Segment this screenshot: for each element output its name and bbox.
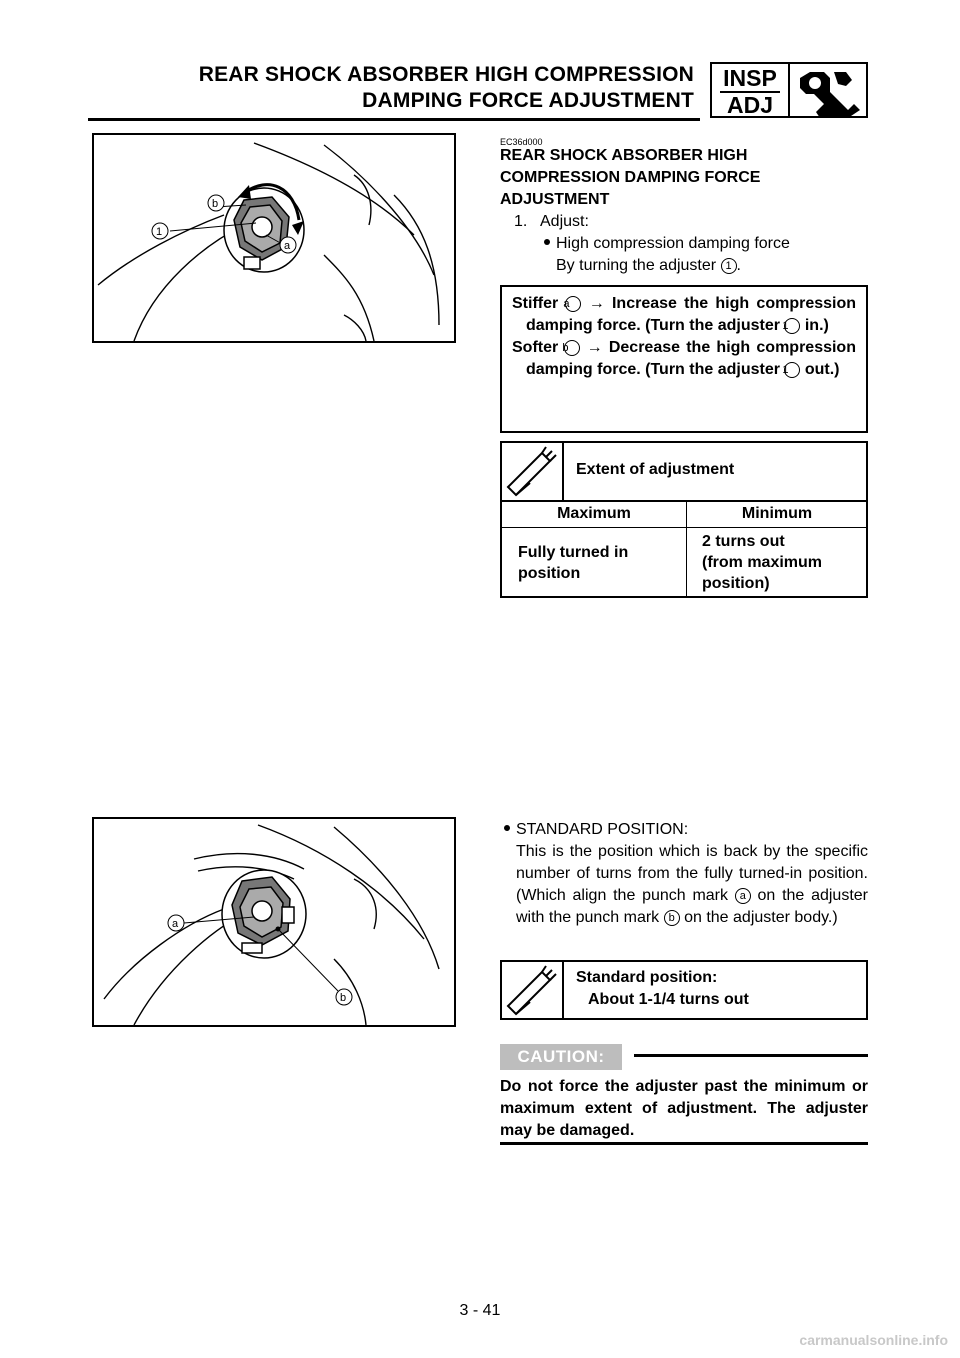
tool-badge [790, 62, 868, 118]
callout-1: 1 [156, 226, 163, 238]
arrow-icon: → [588, 295, 605, 312]
min-value-line3: position) [702, 575, 770, 592]
caution-label: CAUTION: [500, 1044, 622, 1070]
caution-text: Do not force the adjuster past the minimum or maximum extent of adjustment. The adjuster may be damaged. [500, 1078, 868, 1139]
figure-adjuster-top [92, 133, 456, 343]
caliper-icon [502, 962, 562, 1018]
page-title-line2: DAMPING FORCE ADJUSTMENT [362, 89, 694, 112]
callout-b: b [212, 198, 219, 210]
caliper-icon-cell [502, 443, 564, 501]
step-detail-text: By turning the adjuster [556, 257, 717, 274]
spec-heading: Extent of adjustment [576, 461, 735, 478]
standard-label-text: STANDARD POSITION: [516, 821, 689, 838]
insp-adj-badge [710, 62, 790, 118]
ref-a-icon: a [565, 296, 581, 312]
stiffer-paragraph [512, 293, 856, 337]
caliper-icon [502, 443, 562, 499]
figure-standard-position [92, 817, 456, 1027]
softer-text: Decrease the high compression damping force. (Turn the adjuster [526, 339, 856, 378]
stiffer-softer-box [500, 285, 868, 433]
table-rule-1 [502, 500, 866, 502]
callout-a: a [284, 240, 291, 252]
step-label: Adjust: [540, 213, 589, 230]
section-code: EC36d000 [500, 137, 543, 147]
standard-text-1: This is the position which is back by the specific number of turns from the fully turned-in position. (Which align the punch mark [516, 843, 868, 904]
stiffer-end: in.) [804, 317, 829, 334]
softer-word: Softer [512, 339, 559, 356]
step-detail-period: . [736, 257, 741, 274]
header-rule [88, 118, 700, 121]
max-value-line1: Fully turned in [518, 544, 629, 561]
stiffer-text: Increase the high compression damping force. (Turn the adjuster [526, 295, 856, 334]
page-number: 3 - 41 [459, 1302, 501, 1319]
callout-a: a [172, 918, 179, 930]
min-value-line1: 2 turns out [702, 533, 785, 550]
col-header-min: Minimum [741, 505, 813, 522]
standard-text-2: on the adjuster with the punch mark [516, 887, 868, 926]
min-value-line2: (from maximum [702, 554, 823, 571]
caution-rule [634, 1054, 868, 1057]
arrow-icon: → [586, 339, 603, 356]
ref-1-icon: 1 [784, 318, 800, 334]
table-col-divider [686, 502, 687, 596]
max-value-line2: position [518, 565, 581, 582]
bullet-icon [504, 825, 510, 831]
ref-b-icon: b [564, 340, 580, 356]
callout-b: b [340, 992, 347, 1004]
caution-bottom-rule [500, 1142, 868, 1145]
softer-paragraph [512, 337, 856, 381]
ref-1-icon: 1 [721, 258, 737, 274]
watermark: carmanualsonline.info [799, 1332, 948, 1348]
softer-end: out.) [804, 361, 840, 378]
standard-label [504, 819, 688, 841]
section-title: REAR SHOCK ABSORBER HIGH COMPRESSION DAMPING FORCE ADJUSTMENT [500, 147, 761, 208]
standard-position-box [500, 960, 868, 1020]
spec-table [500, 441, 868, 598]
badge-top-label: INSP [723, 65, 777, 91]
step-item-label: High compression damping force [556, 235, 790, 252]
step-item [544, 233, 790, 255]
standard-spec-line2: About 1-1/4 turns out [588, 991, 749, 1008]
min-value [702, 531, 822, 594]
step-item-detail [556, 255, 741, 277]
max-value [518, 542, 628, 584]
standard-text-3: on the adjuster body.) [684, 909, 838, 926]
bullet-icon [544, 239, 550, 245]
col-header-max: Maximum [557, 505, 631, 522]
standard-paragraph [516, 841, 868, 929]
stiffer-word: Stiffer [512, 295, 559, 312]
page-title-line1: REAR SHOCK ABSORBER HIGH COMPRESSION [198, 63, 694, 86]
ref-a-icon: a [735, 888, 751, 904]
table-rule-2 [502, 527, 866, 528]
ref-1-icon: 1 [784, 362, 800, 378]
step-number: 1. [514, 213, 528, 230]
caliper-icon-cell [502, 962, 564, 1018]
ref-b-icon: b [664, 910, 680, 926]
wrench-icon [790, 64, 866, 118]
standard-spec-line1: Standard position: [576, 969, 718, 986]
badge-bottom-label: ADJ [726, 92, 773, 118]
